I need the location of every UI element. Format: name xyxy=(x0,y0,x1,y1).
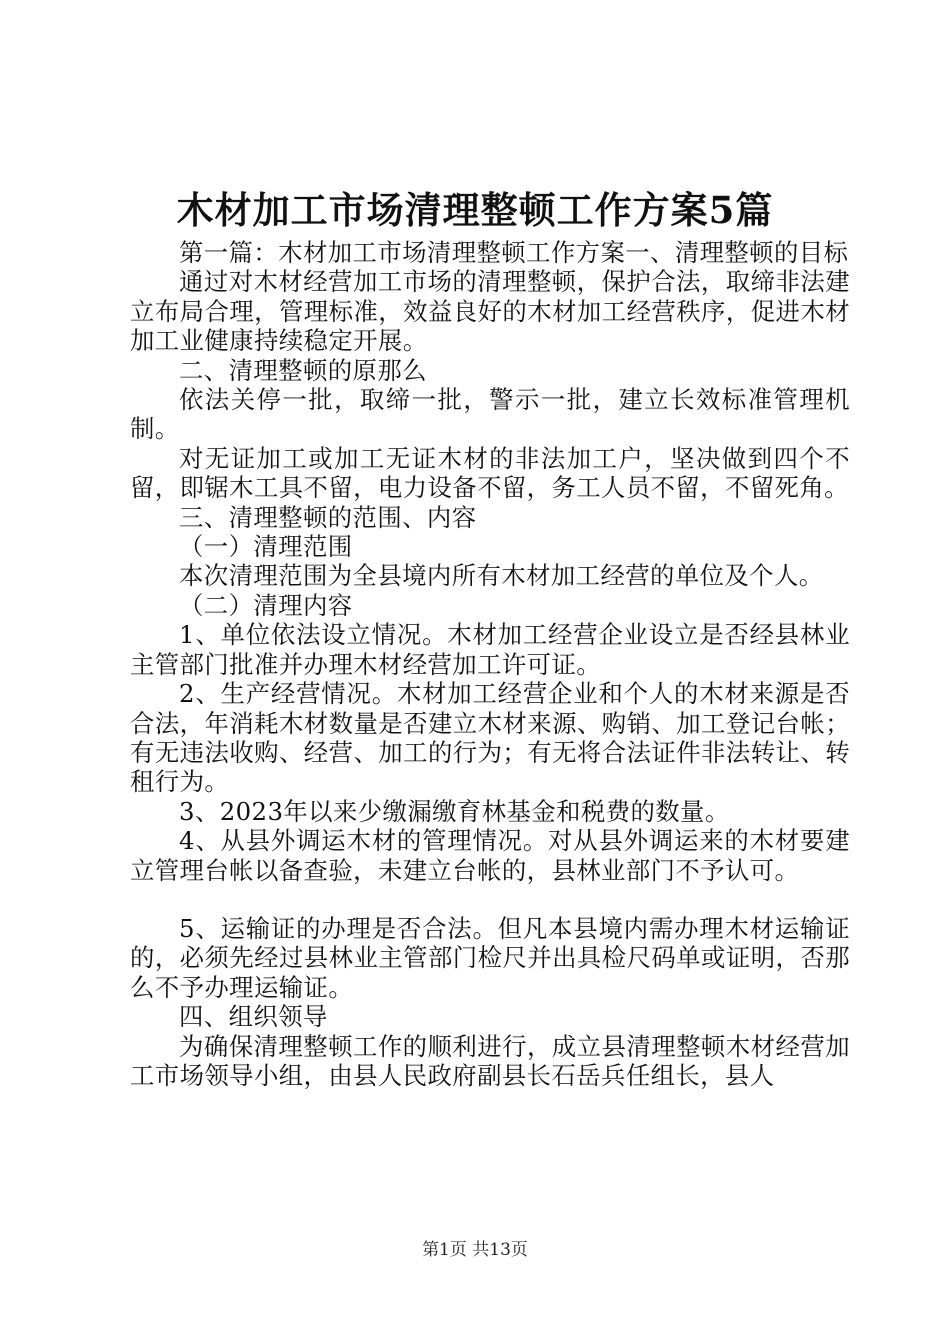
paragraph: 3、2023年以来少缴漏缴育林基金和税费的数量。 xyxy=(179,796,730,826)
paragraph: 4、从县外调运木材的管理情况。对从县外调运来的木材要建立管理台帐以备查验，未建立台帐的，县林业部门不予认可。 xyxy=(130,826,850,885)
subsection-heading: （二）清理内容 xyxy=(179,590,353,620)
subsection-heading: （一）清理范围 xyxy=(179,532,353,562)
paragraph: 对无证加工或加工无证木材的非法加工户，坚决做到四个不留，即锯木工具不留，电力设备不留，务工人员不留，不留死角。 xyxy=(130,443,850,503)
section-heading: 四、组织领导 xyxy=(179,1002,328,1032)
paragraph: 5、运输证的办理是否合法。但凡本县境内需办理木材运输证的，必须先经过县林业主管部门检尺并出具检尺码单或证明，否那么不予办理运输证。 xyxy=(130,913,850,1002)
document-body xyxy=(130,238,850,1090)
paragraph: 1、单位依法设立情况。木材加工经营企业设立是否经县林业主管部门批准并办理木材经营加工许可证。 xyxy=(130,620,850,679)
paragraph: 为确保清理整顿工作的顺利进行，成立县清理整顿木材经营加工市场领导小组，由县人民政府副县长石岳兵任组长，县人 xyxy=(130,1031,850,1090)
paragraph: 依法关停一批，取缔一批，警示一批，建立长效标准管理机制。 xyxy=(130,385,850,444)
paragraph: 2、生产经营情况。木材加工经营企业和个人的木材来源是否合法，年消耗木材数量是否建立木材来源、购销、加工登记台帐；有无违法收购、经营、加工的行为；有无将合法证件非法转让、转租行为。 xyxy=(130,679,850,797)
paragraph: 通过对木材经营加工市场的清理整顿，保护合法，取缔非法建立布局合理，管理标准，效益良好的木材加工经营秩序，促进木材加工业健康持续稳定开展。 xyxy=(130,267,850,356)
page-number-footer: 第1页 共13页 xyxy=(422,1240,528,1260)
document-title: 木材加工市场清理整顿工作方案5篇 xyxy=(176,188,774,232)
section-heading: 三、清理整顿的范围、内容 xyxy=(179,502,477,532)
section-heading: 二、清理整顿的原那么 xyxy=(179,355,427,385)
paragraph: 本次清理范围为全县境内所有木材加工经营的单位及个人。 xyxy=(179,561,824,591)
blank-line xyxy=(130,885,850,914)
paragraph: 第一篇：木材加工市场清理整顿工作方案一、清理整顿的目标 xyxy=(179,238,849,267)
